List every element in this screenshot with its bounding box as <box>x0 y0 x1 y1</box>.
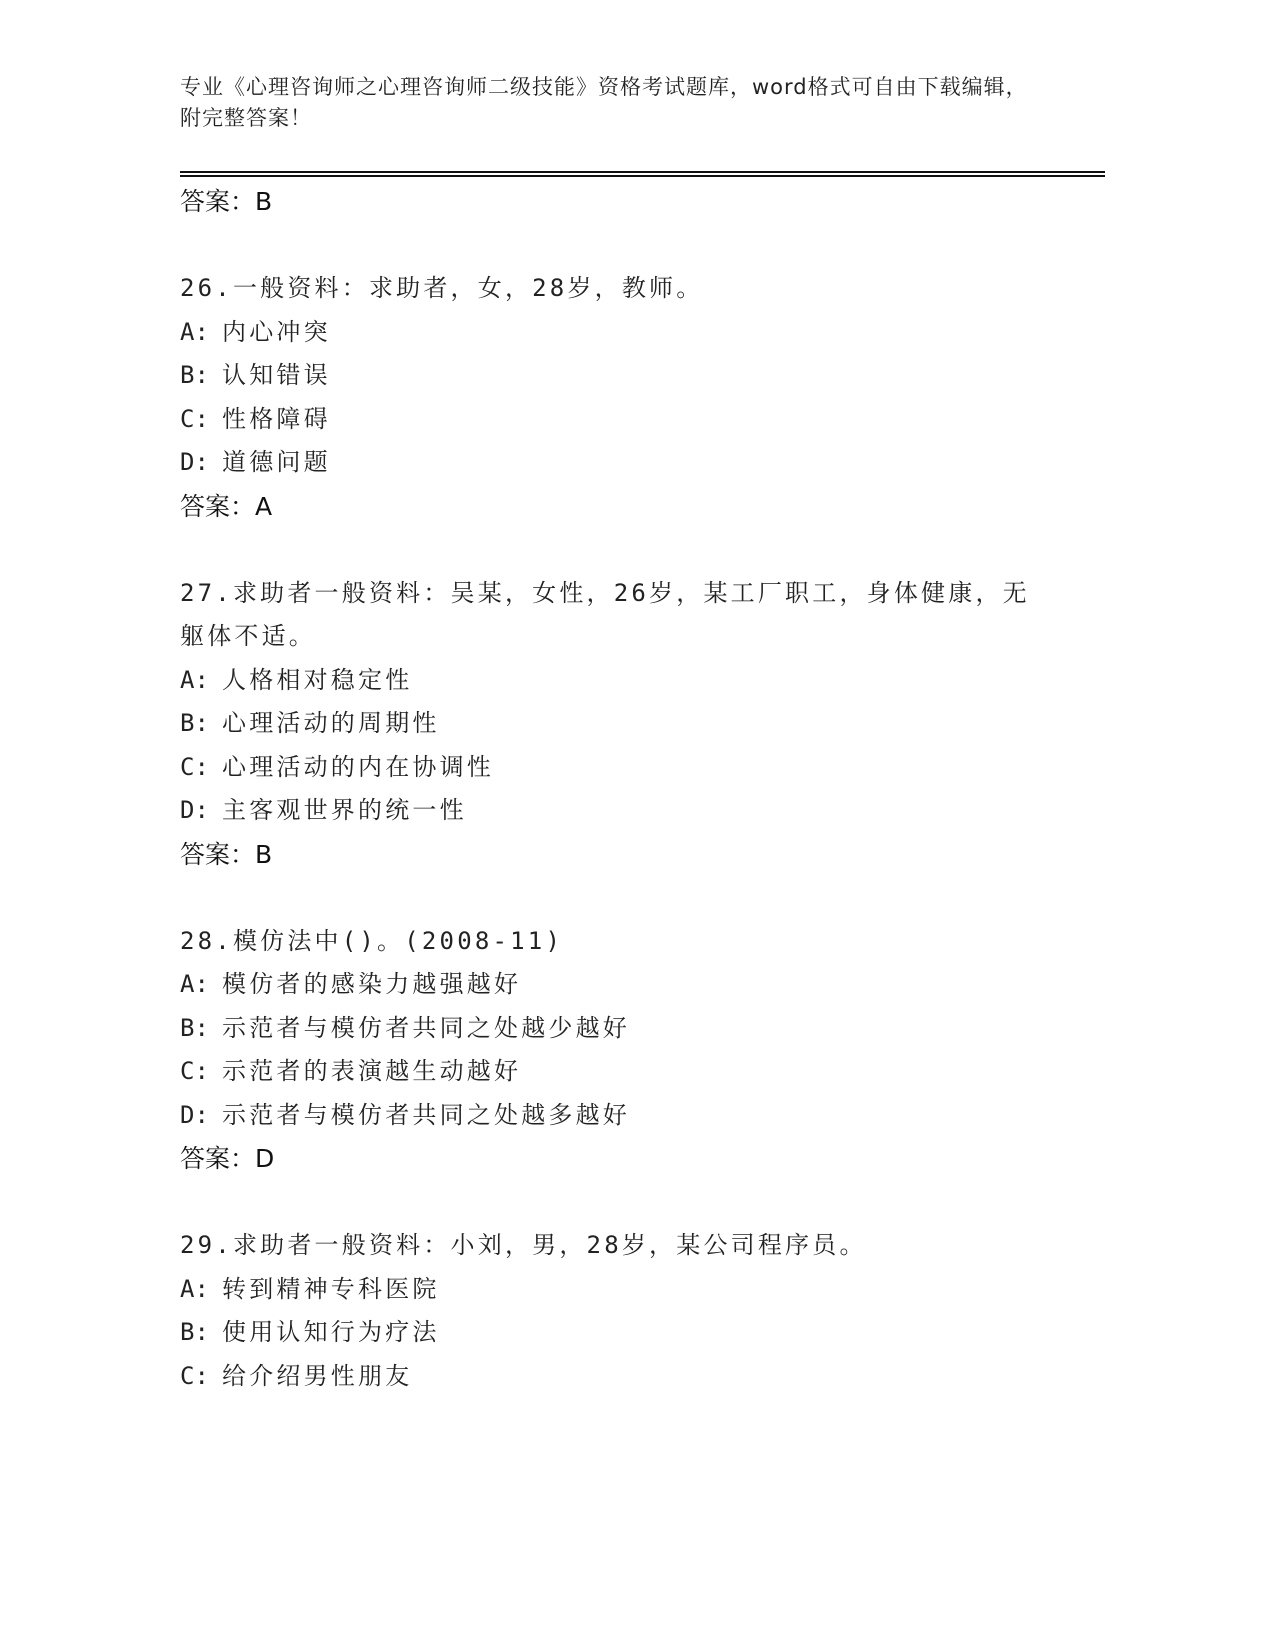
option-text: 示范者的表演越生动越好 <box>222 1057 522 1085</box>
option <box>180 354 1050 398</box>
option <box>180 441 1050 485</box>
option-text: 性格障碍 <box>222 404 331 433</box>
option-text: 示范者与模仿者共同之处越少越好 <box>222 1013 630 1042</box>
option-letter: C: <box>180 1361 209 1390</box>
option <box>180 398 1050 442</box>
option-text: 道德问题 <box>222 448 331 476</box>
option <box>180 1007 1050 1051</box>
option <box>180 1268 1050 1312</box>
option-text: 给介绍男性朋友 <box>222 1361 413 1390</box>
option <box>180 659 1050 703</box>
option-letter: B: <box>180 1013 209 1042</box>
option-letter: D: <box>180 448 209 476</box>
document-header: 专业《心理咨询师之心理咨询师二级技能》资格考试题库，word格式可自由下载编辑，附完整答案！ <box>180 75 1028 130</box>
option-text: 转到精神专科医院 <box>222 1274 440 1303</box>
option <box>180 1355 1050 1399</box>
option-letter: A: <box>180 1274 209 1303</box>
option-letter: A: <box>180 665 209 694</box>
question-text: 27.求助者一般资料：吴某，女性，26岁，某工厂职工，身体健康，无躯体不适。 <box>180 578 1030 650</box>
option-letter: B: <box>180 1318 209 1346</box>
answer-label: 答案：A <box>180 491 273 521</box>
option <box>180 746 1050 790</box>
option-text: 认知错误 <box>222 361 331 389</box>
option-letter: B: <box>180 709 209 737</box>
option <box>180 1050 1050 1094</box>
option-text: 模仿者的感染力越强越好 <box>222 970 522 998</box>
question-block <box>180 267 1050 529</box>
question-text: 29.求助者一般资料：小刘，男，28岁，某公司程序员。 <box>180 1231 867 1259</box>
option <box>180 311 1050 355</box>
answer-label: 答案：D <box>180 1144 275 1173</box>
option-text: 人格相对稳定性 <box>222 665 413 694</box>
question-text: 28.模仿法中()。(2008-11) <box>180 926 564 955</box>
option-letter: D: <box>180 796 209 824</box>
option-text: 心理活动的周期性 <box>222 709 440 737</box>
question-block <box>180 1224 1050 1398</box>
option-text: 心理活动的内在协调性 <box>222 752 494 781</box>
option-text: 主客观世界的统一性 <box>222 796 467 824</box>
option-letter: B: <box>180 361 209 389</box>
question-list <box>180 180 1050 1398</box>
option <box>180 789 1050 833</box>
option-letter: A: <box>180 317 209 346</box>
option-letter: D: <box>180 1100 209 1129</box>
answer-label: 答案：B <box>180 839 273 869</box>
option-text: 使用认知行为疗法 <box>222 1318 440 1346</box>
option <box>180 702 1050 746</box>
option <box>180 963 1050 1007</box>
header-rule <box>180 171 1105 173</box>
question-block <box>180 572 1050 877</box>
option-text: 内心冲突 <box>222 317 331 346</box>
header-rule-thin <box>180 175 1105 177</box>
option-letter: C: <box>180 752 209 781</box>
option <box>180 1311 1050 1355</box>
answer-label: 答案：B <box>180 187 273 216</box>
option-letter: A: <box>180 970 209 998</box>
question-text: 26.一般资料：求助者，女，28岁，教师。 <box>180 274 704 302</box>
option <box>180 1094 1050 1138</box>
option-letter: C: <box>180 1057 209 1085</box>
option-letter: C: <box>180 404 209 433</box>
question-block <box>180 920 1050 1182</box>
option-text: 示范者与模仿者共同之处越多越好 <box>222 1100 630 1129</box>
